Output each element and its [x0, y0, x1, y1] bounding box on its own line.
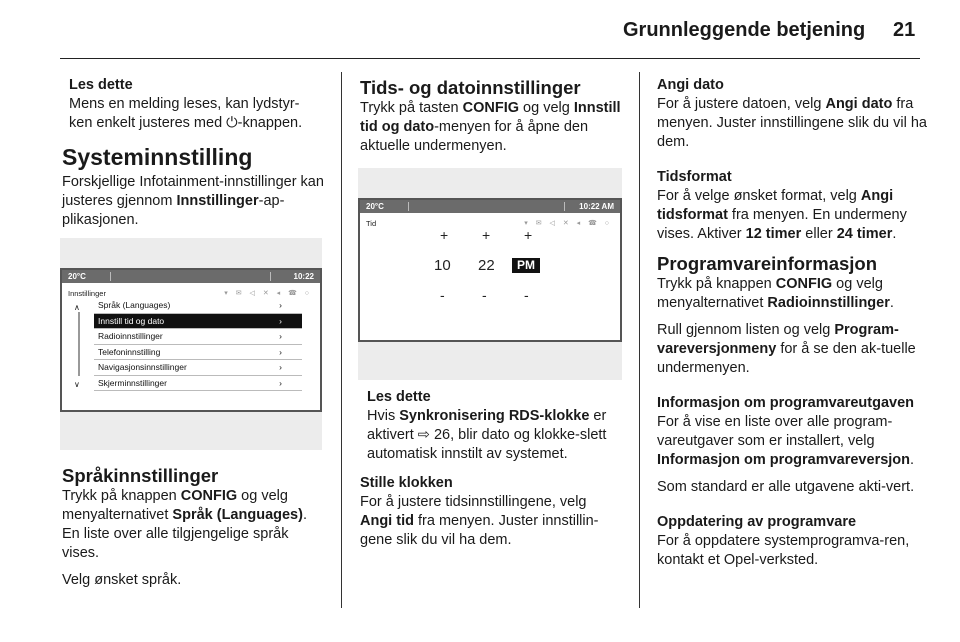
column-divider: [639, 72, 640, 608]
section-heading-set-date: Angi dato: [657, 77, 724, 93]
temperature-readout: 20°C: [68, 272, 86, 281]
hour-decrease-button[interactable]: -: [440, 287, 445, 303]
ampm-value: PM: [512, 258, 540, 273]
settings-screen-figure: [60, 238, 322, 450]
note-text-c: -knappen.: [237, 115, 303, 131]
menu-item-navigation[interactable]: Navigasjonsinnstillinger ›: [94, 360, 302, 376]
section-heading-time-format: Tidsformat: [657, 169, 732, 185]
note-text: [69, 95, 324, 133]
note-box: [62, 76, 324, 133]
paragraph-language-select: Velg ønsket språk.: [62, 572, 182, 588]
chevron-right-icon: ›: [279, 362, 282, 372]
clock-readout: 10:22 AM: [579, 202, 614, 211]
minute-value: 22: [478, 257, 495, 274]
section-heading-software-version-info: Informasjon om programvareutgaven: [657, 395, 915, 411]
paragraph-software-version-info: For å vise en liste over alle program-vareutgaver som er installert, velg Informasjon om programvareversjon.: [657, 414, 915, 468]
note-heading: Les dette: [367, 389, 431, 405]
section-heading-software-update: Oppdatering av programvare: [657, 514, 857, 530]
section-heading-software-info: Programvareinformasjon: [657, 253, 878, 274]
ampm-decrease-button[interactable]: -: [524, 287, 529, 303]
section-heading-language: Språkinnstillinger: [62, 465, 219, 486]
section-heading-set-clock: Stille klokken: [360, 475, 453, 491]
column-3: [657, 76, 927, 578]
page-header: [0, 0, 960, 60]
time-screen-figure: [358, 168, 622, 380]
menu-item-time-date[interactable]: Innstill tid og dato ›: [94, 314, 302, 330]
reference-arrow-icon: ⇨: [417, 427, 430, 443]
settings-menu: [94, 298, 302, 391]
page-title: Grunnleggende betjening: [623, 19, 866, 41]
note-box: [360, 388, 622, 464]
chevron-right-icon: ›: [279, 377, 282, 388]
time-screen: [358, 198, 622, 342]
section-heading-system: Systeminnstilling: [62, 144, 253, 170]
header-divider: [60, 58, 920, 59]
paragraph-set-date: For å justere datoen, velg Angi dato fra menyen. Juster innstillingene slik du vil ha dem.: [657, 96, 927, 150]
chevron-right-icon: ›: [279, 331, 282, 341]
column-1: [62, 76, 324, 598]
chevron-right-icon: ›: [279, 300, 282, 310]
minute-decrease-button[interactable]: -: [482, 287, 487, 303]
status-icons: ▾ ✉ ◁ ✕ ◂ ☎ ○: [524, 220, 612, 227]
menu-item-language[interactable]: Språk (Languages) ›: [94, 298, 302, 314]
clock-readout: 10:22: [293, 272, 314, 281]
paragraph-language: Trykk på knappen CONFIG og velg menyalternativet Språk (Languages). En liste over alle tilgjengelige språk vises.: [62, 488, 307, 561]
paragraph-default-enabled: Som standard er alle utgavene akti-vert.: [657, 479, 915, 495]
paragraph-system: Forskjellige Infotainment-innstillinger kan justeres gjennom Innstillinger-ap-plikasjonen.: [62, 174, 324, 228]
status-icons: ▾ ✉ ◁ ✕ ◂ ☎ ○: [224, 290, 312, 297]
hour-increase-button[interactable]: +: [440, 227, 449, 243]
paragraph-software-menu: Rull gjennom listen og velg Program-vareversjonmeny for å se den ak-tuelle undermenyen.: [657, 322, 916, 376]
chevron-right-icon: ›: [279, 346, 282, 357]
note-heading: Les dette: [69, 77, 133, 93]
ampm-increase-button[interactable]: +: [524, 227, 533, 243]
column-divider: [341, 72, 342, 608]
temperature-readout: 20°C: [366, 202, 384, 211]
column-2: [360, 76, 622, 558]
settings-screen: [60, 268, 322, 412]
paragraph-time-format: For å velge ønsket format, velg Angi tidsformat fra menyen. En undermeny vises. Aktiver 12 timer eller 24 timer.: [657, 188, 907, 242]
scroll-up-icon[interactable]: ∧: [74, 303, 80, 312]
page-number: 21: [893, 19, 916, 41]
scroll-track: [78, 312, 80, 376]
paragraph-software-info: Trykk på knappen CONFIG og velg menyalternativet Radioinnstillinger.: [657, 276, 894, 311]
screen-title: Innstillinger: [68, 289, 106, 298]
section-heading-time-date: Tids- og datoinnstillinger: [360, 77, 581, 98]
note-text: Hvis Synkronisering RDS-klokke er aktivert ⇨ 26, blir dato og klokke-slett automatisk innstilt av systemet.: [367, 408, 607, 462]
menu-item-phone[interactable]: Telefoninnstilling ›: [94, 345, 302, 361]
screen-status-bar: [62, 270, 320, 283]
paragraph-software-update: For å oppdatere systemprogramva-ren, kontakt et Opel-verksted.: [657, 533, 910, 568]
screen-status-bar: [360, 200, 620, 213]
chevron-right-icon: ›: [279, 315, 282, 326]
menu-item-radio[interactable]: Radioinnstillinger ›: [94, 329, 302, 345]
paragraph-time-date: Trykk på tasten CONFIG og velg Innstill tid og dato-menyen for å åpne den aktuelle undermenyen.: [360, 100, 621, 154]
minute-increase-button[interactable]: +: [482, 227, 491, 243]
screen-title: Tid: [366, 219, 377, 228]
page-reference[interactable]: 26: [433, 427, 451, 443]
scroll-down-icon[interactable]: ∨: [74, 380, 80, 389]
menu-scrollbar[interactable]: [72, 298, 86, 390]
paragraph-set-clock: For å justere tidsinnstillingene, velg Angi tid fra menyen. Juster innstillin-gene slik du vil ha dem.: [360, 494, 599, 548]
hour-value: 10: [434, 257, 451, 274]
note-text-a: Mens en melding leses, kan lydstyr-: [69, 96, 300, 112]
note-text-b: ken enkelt justeres med: [69, 115, 227, 131]
power-knob-icon: ⏻: [226, 115, 238, 131]
menu-item-display[interactable]: Skjerminnstillinger ›: [94, 376, 302, 392]
